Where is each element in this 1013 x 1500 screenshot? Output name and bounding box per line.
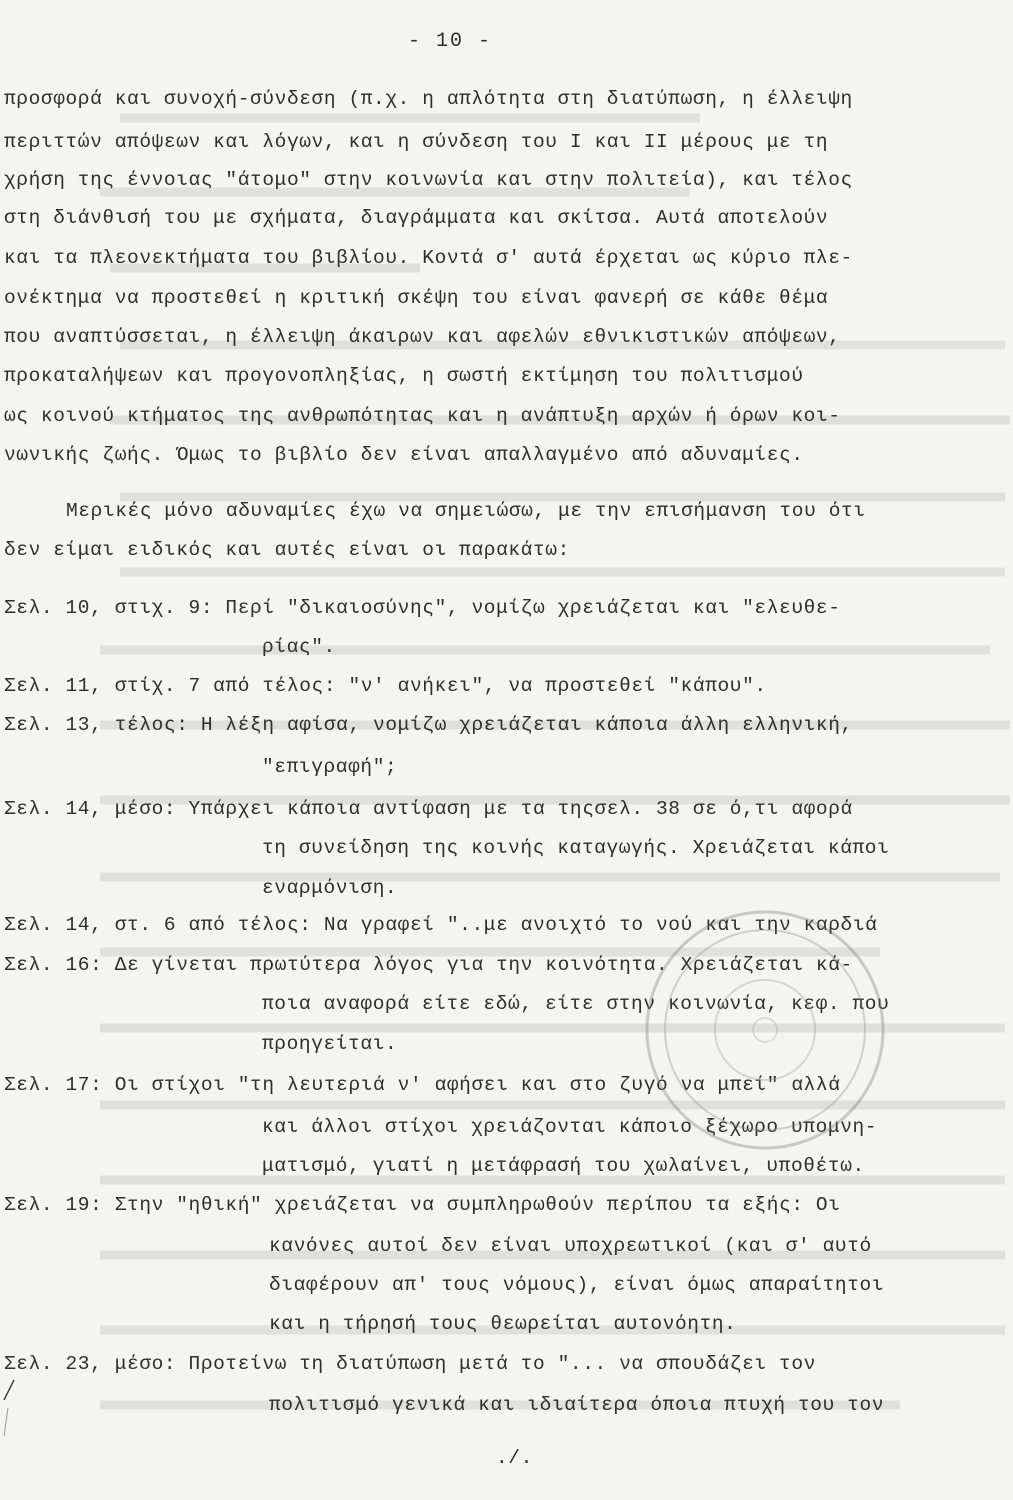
note-line: Σελ. 19: Στην "ηθική" χρειάζεται να συμπληρωθούν περίπου τα εξής: Οι — [4, 1194, 841, 1216]
note-line: διαφέρουν απ' τους νόμους), είναι όμως απαραίτητοι — [269, 1274, 885, 1296]
note-line: ποια αναφορά είτε εδώ, είτε στην κοινωνία, κεφ. που — [262, 993, 890, 1015]
continuation-mark: ./. — [496, 1447, 533, 1469]
text-line: Μερικές μόνο αδυναμίες έχω να σημειώσω, με την επισήμανση του ότι — [66, 500, 866, 522]
note-line: εναρμόνιση. — [262, 877, 398, 899]
text-line: χρήση της έννοιας "άτομο" στην κοινωνία και στην πολιτεία), και τέλος — [4, 169, 853, 191]
note-line: προηγείται. — [262, 1033, 398, 1055]
note-line: Σελ. 16: Δε γίνεται πρωτύτερα λόγος για την κοινότητα. Χρειάζεται κά- — [4, 954, 853, 976]
note-line: Σελ. 14, στ. 6 από τέλος: Να γραφεί "..με ανοιχτό το νού και την καρδιά — [4, 914, 878, 936]
text-line: ονέκτημα να προστεθεί η κριτική σκέψη του είναι φανερή σε κάθε θέμα — [4, 287, 829, 309]
note-line: Σελ. 23, μέσο: Προτείνω τη διατύπωση μετά το "... να σπουδάζει τον — [4, 1353, 816, 1375]
note-line: Σελ. 14, μέσο: Υπάρχει κάποια αντίφαση με τα τηςσελ. 38 σε ό,τι αφορά — [4, 798, 853, 820]
note-line: Σελ. 17: Οι στίχοι "τη λευτεριά ν' αφήσει και στο ζυγό να μπεί" αλλά — [4, 1074, 841, 1096]
text-line: προσφορά και συνοχή-σύνδεση (π.χ. η απλότητα στη διατύπωση, η έλλειψη — [4, 88, 853, 110]
note-line: Σελ. 10, στιχ. 9: Περί "δικαιοσύνης", νομίζω χρειάζεται και "ελευθε- — [4, 597, 841, 619]
note-line: "επιγραφή"; — [262, 756, 398, 778]
text-line: στη διάνθισή του με σχήματα, διαγράμματα και σκίτσα. Αυτά αποτελούν — [4, 207, 829, 229]
note-line: και άλλοι στίχοι χρειάζονται κάποιο ξέχωρο υπομνη- — [262, 1116, 878, 1138]
note-line: Σελ. 11, στίχ. 7 από τέλος: "ν' ανήκει", να προστεθεί "κάπου". — [4, 675, 767, 697]
text-line: που αναπτύσσεται, η έλλειψη άκαιρων και αφελών εθνικιστικών απόψεων, — [4, 326, 841, 348]
note-line: Σελ. 13, τέλος: Η λέξη αφίσα, νομίζω χρειάζεται κάποια άλλη ελληνική, — [4, 714, 853, 736]
text-line: προκαταλήψεων και προγονοπληξίας, η σωστή εκτίμηση του πολιτισμού — [4, 365, 804, 387]
page-number: - 10 - — [408, 30, 493, 53]
text-line: ως κοινού κτήματος της ανθρωπότητας και η ανάπτυξη αρχών ή όρων κοι- — [4, 405, 841, 427]
text-line: νωνικής ζωής. Όμως το βιβλίο δεν είναι απαλλαγμένο από αδυναμίες. — [4, 444, 804, 466]
note-line: και η τήρησή τους θεωρείται αυτονόητη. — [269, 1313, 737, 1335]
text-line: δεν είμαι ειδικός και αυτές είναι οι παρακάτω: — [4, 539, 570, 561]
note-line: ρίας". — [262, 636, 336, 658]
official-seal-stamp — [640, 905, 890, 1155]
note-line: ματισμό, γιατί η μετάφρασή του χωλαίνει, υποθέτω. — [262, 1155, 865, 1177]
handwritten-slash-mark — [2, 1378, 16, 1438]
text-line: περιττών απόψεων και λόγων, και η σύνδεση του I και II μέρους με τη — [4, 131, 829, 153]
text-line: και τα πλεονεκτήματα του βιβλίου. Κοντά σ' αυτά έρχεται ως κύριο πλε- — [4, 247, 853, 269]
note-line: τη συνείδηση της κοινής καταγωγής. Χρειάζεται κάποι — [262, 837, 890, 859]
note-line: πολιτισμό γενικά και ιδιαίτερα όποια πτυχή του τον — [269, 1394, 885, 1416]
note-line: κανόνες αυτοί δεν είναι υποχρεωτικοί (και σ' αυτό — [269, 1235, 872, 1257]
